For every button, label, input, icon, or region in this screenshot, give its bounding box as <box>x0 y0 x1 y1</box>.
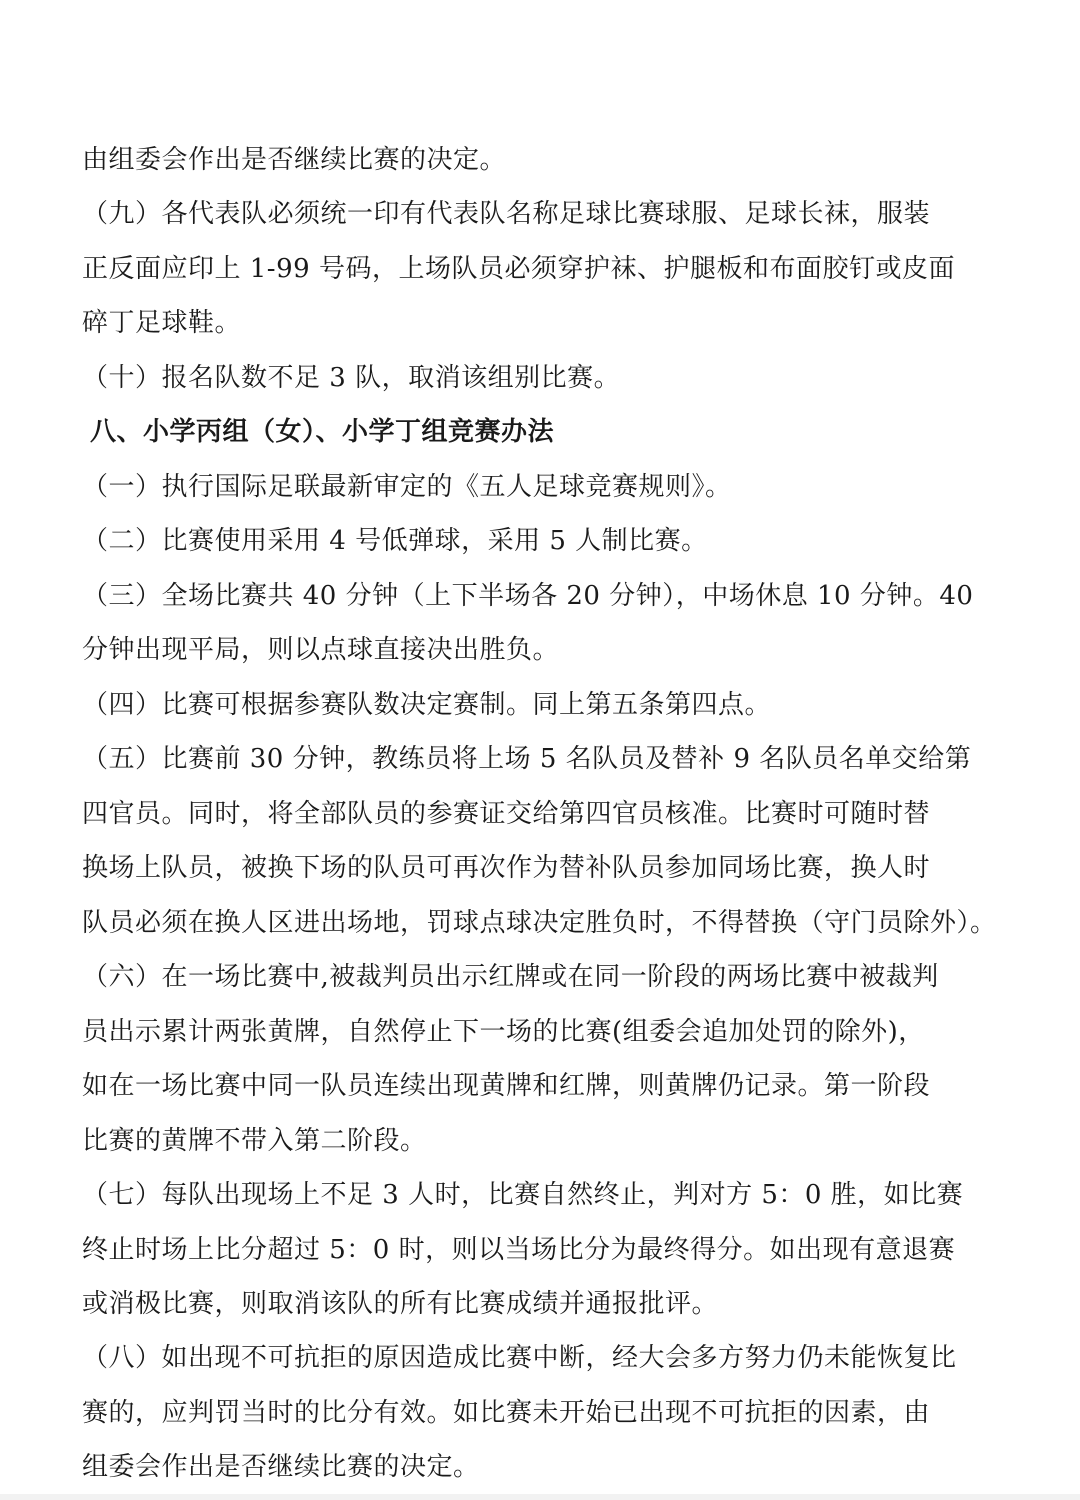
paragraph-line: （四）比赛可根据参赛队数决定赛制。同上第五条第四点。 <box>82 690 772 720</box>
paragraph-line: 正反面应印上 1-99 号码，上场队员必须穿护袜、护腿板和布面胶钉或皮面 <box>82 254 955 284</box>
paragraph-line: 终止时场上比分超过 5：0 时，则以当场比分为最终得分。如出现有意退赛 <box>82 1235 956 1265</box>
paragraph-line: 比赛的黄牌不带入第二阶段。 <box>82 1126 427 1156</box>
section-heading: 八、小学丙组（女）、小学丁组竞赛办法 <box>90 417 555 447</box>
paragraph-line: 队员必须在换人区进出场地，罚球点球决定胜负时，不得替换（守门员除外）。 <box>82 908 997 938</box>
paragraph-line: 由组委会作出是否继续比赛的决定。 <box>82 145 507 175</box>
paragraph-line: （八）如出现不可抗拒的原因造成比赛中断，经大会多方努力仍未能恢复比 <box>82 1343 957 1373</box>
paragraph-line: 赛的，应判罚当时的比分有效。如比赛未开始已出现不可抗拒的因素，由 <box>82 1398 931 1428</box>
paragraph-line: （一）执行国际足联最新审定的《五人足球竞赛规则》。 <box>82 472 732 502</box>
paragraph-line: 换场上队员，被换下场的队员可再次作为替补队员参加同场比赛，换人时 <box>82 853 931 883</box>
paragraph-line: （五）比赛前 30 分钟，教练员将上场 5 名队员及替补 9 名队员名单交给第 <box>82 744 972 774</box>
paragraph-line: （六）在一场比赛中,被裁判员出示红牌或在同一阶段的两场比赛中被裁判 <box>82 962 939 992</box>
paragraph-line: 或消极比赛，则取消该队的所有比赛成绩并通报批评。 <box>82 1289 719 1319</box>
paragraph-line: 分钟出现平局，则以点球直接决出胜负。 <box>82 635 560 665</box>
paragraph-line: （七）每队出现场上不足 3 人时，比赛自然终止，判对方 5：0 胜，如比赛 <box>82 1180 964 1210</box>
paragraph-line: （二）比赛使用采用 4 号低弹球，采用 5 人制比赛。 <box>82 526 708 556</box>
paragraph-line: （三）全场比赛共 40 分钟（上下半场各 20 分钟），中场休息 10 分钟。40 <box>82 581 974 611</box>
page-bottom-edge <box>0 1494 1080 1500</box>
paragraph-line: 员出示累计两张黄牌，自然停止下一场的比赛(组委会追加处罚的除外)， <box>82 1017 925 1047</box>
paragraph-line: 碎丁足球鞋。 <box>82 308 242 338</box>
paragraph-line: 如在一场比赛中同一队员连续出现黄牌和红牌，则黄牌仍记录。第一阶段 <box>82 1071 931 1101</box>
paragraph-line: （十）报名队数不足 3 队，取消该组别比赛。 <box>82 363 621 393</box>
paragraph-line: （九）各代表队必须统一印有代表队名称足球比赛球服、足球长袜，服装 <box>82 199 931 229</box>
paragraph-line: 组委会作出是否继续比赛的决定。 <box>82 1452 480 1482</box>
paragraph-line: 四官员。同时，将全部队员的参赛证交给第四官员核准。比赛时可随时替 <box>82 799 931 829</box>
